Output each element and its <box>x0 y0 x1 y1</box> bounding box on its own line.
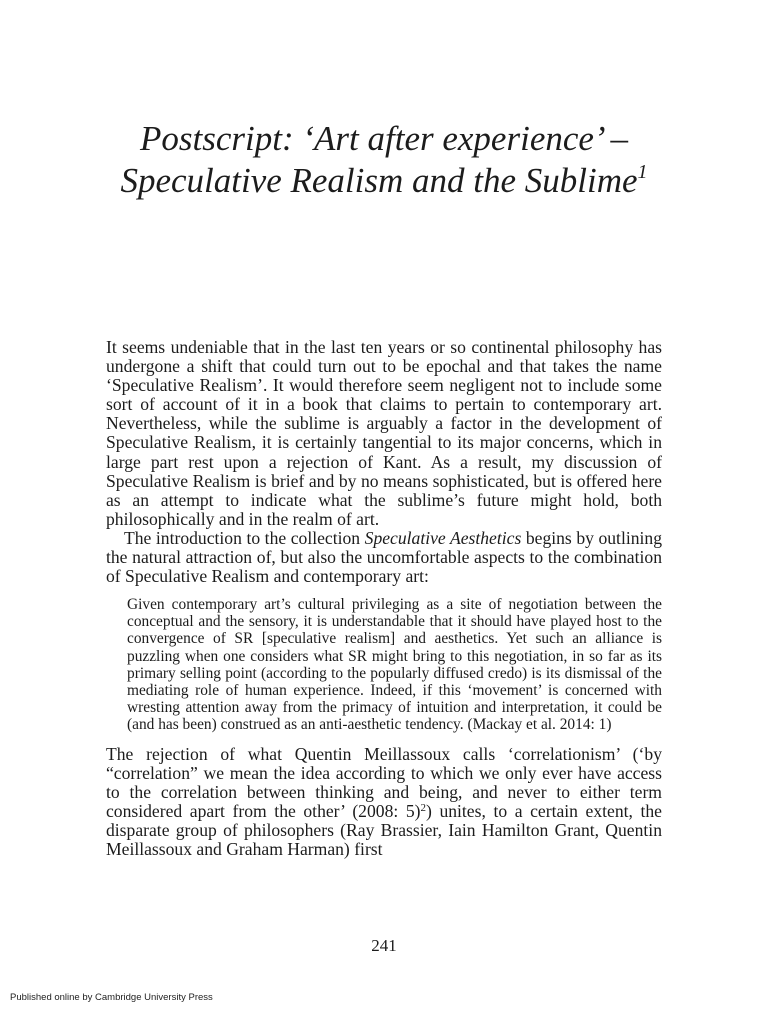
paragraph-2-start: The introduction to the collection <box>124 527 365 548</box>
paragraph-2-end: begins by outlining the natural attraction of, but also the uncomfortable aspects to the combination of Speculative Realism and contemporary art: <box>106 527 662 587</box>
paragraph-1: It seems undeniable that in the last ten years or so continental philosophy has undergone a shift that could turn out to be epochal and that takes the name ‘Speculative Realism’. It would therefore seem negligent not to include some sort of account of it in a book that claims to pertain to contemporary art. Nevertheless, while the sublime is arguably a factor in the development of Speculative Realism, it is certainly tangential to its major concerns, which in large part rest upon a rejection of Kant. As a result, my discussion of Speculative Realism is brief and by no means sophisticated, but is offered here as an attempt to indicate what the sublime’s future might hold, both philosophically and in the realm of art. <box>106 337 662 529</box>
paragraph-3 <box>106 745 662 860</box>
block-quote: Given contemporary art’s cultural privileging as a site of negotiation between the conceptual and the sensory, it is understandable that it should have played host to the convergence of SR [speculative realism] and aesthetics. Yet such an alliance is puzzling when one considers what SR might bring to this negotiation, in so far as its primary selling point (according to the popularly diffused credo) is its dismissal of the mediating role of human experience. Indeed, if this ‘movement’ is concerned with wresting attention away from the primacy of intuition and interpretation, it could be (and has been) construed as an anti-aesthetic tendency. (Mackay et al. 2014: 1) <box>127 596 662 733</box>
paragraph-3-end: ) unites, to a certain extent, the disparate group of philosophers (Ray Brassier, Iain Hamilton Grant, Quentin Meillassoux and Graham Harman) first <box>106 801 662 860</box>
chapter-title-text: Postscript: ‘Art after experience’ – Speculative Realism and the Sublime <box>120 119 638 200</box>
chapter-title <box>100 118 668 202</box>
paragraph-2 <box>106 529 662 586</box>
body-text <box>106 338 662 860</box>
paragraph-3-start: The rejection of what Quentin Meillassoux calls ‘correlationism’ (‘by “correlation” we mean the idea according to which we only ever have access to the correlation between thinking and being, and never to either term considered apart from the other’ (2008: 5) <box>106 743 662 822</box>
publisher-note: Published online by Cambridge University Press <box>10 992 213 1003</box>
page-number: 241 <box>371 936 397 955</box>
footnote-marker-2[interactable]: 2 <box>420 802 426 815</box>
title-footnote-marker[interactable]: 1 <box>637 161 648 183</box>
book-title-speculative-aesthetics: Speculative Aesthetics <box>364 527 522 548</box>
